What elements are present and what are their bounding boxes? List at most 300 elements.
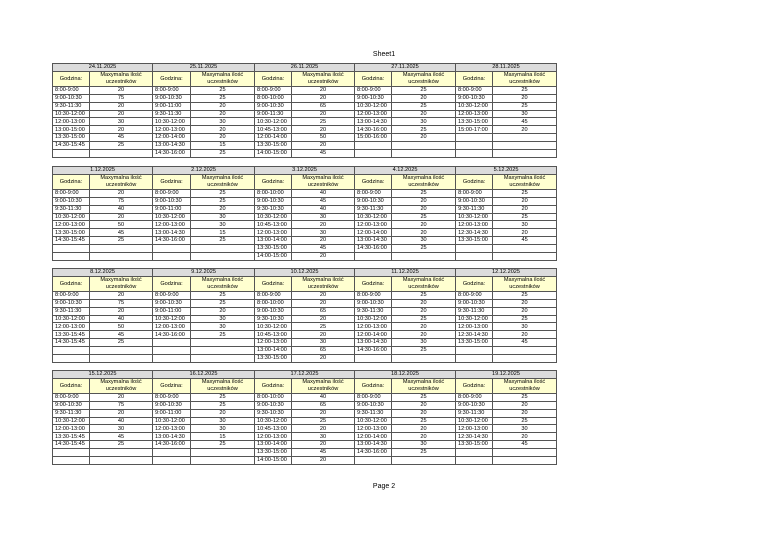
time-cell: 10:30-12:00: [355, 315, 392, 323]
capacity-cell: 20: [292, 142, 355, 150]
time-column-header: Godzina:: [355, 174, 392, 189]
capacity-cell: 30: [392, 237, 456, 245]
time-cell: 12:30-14:30: [456, 229, 493, 237]
capacity-cell: 20: [292, 126, 355, 134]
table-row: [53, 229, 557, 237]
capacity-column-header: Maxymalna ilość uczestników: [191, 71, 255, 86]
capacity-cell: 30: [493, 221, 557, 229]
capacity-cell: 20: [292, 315, 355, 323]
table-row: [53, 221, 557, 229]
time-cell: 13:00-14:30: [153, 229, 191, 237]
time-cell: 9:00-10:30: [153, 197, 191, 205]
time-cell: 9:00-11:00: [153, 409, 191, 417]
capacity-cell: 25: [292, 323, 355, 331]
time-cell: 9:00-10:30: [53, 299, 90, 307]
capacity-cell: 20: [493, 94, 557, 102]
time-cell: 9:00-10:30: [153, 299, 191, 307]
capacity-cell: 40: [90, 205, 153, 213]
table-row: [53, 142, 557, 150]
time-cell: 8:00-9:00: [255, 86, 292, 94]
time-cell: [153, 457, 191, 465]
capacity-column-header: Maxymalna ilość uczestników: [392, 378, 456, 393]
time-cell: 13:00-14:30: [153, 433, 191, 441]
capacity-cell: 30: [191, 417, 255, 425]
time-cell: [355, 150, 392, 158]
header-row: [53, 378, 557, 393]
time-cell: 8:00-9:00: [53, 291, 90, 299]
capacity-cell: 25: [392, 393, 456, 401]
capacity-cell: 20: [392, 425, 456, 433]
capacity-cell: 30: [191, 315, 255, 323]
capacity-cell: 30: [191, 118, 255, 126]
date-row: [53, 167, 557, 175]
table-row: [53, 331, 557, 339]
time-cell: [153, 355, 191, 363]
time-cell: 8:00-9:00: [456, 393, 493, 401]
capacity-cell: 25: [191, 237, 255, 245]
date-cell: 4.12.2025: [355, 167, 456, 175]
time-cell: 14:30-15:45: [53, 237, 90, 245]
time-cell: [53, 150, 90, 158]
time-cell: 9:00-10:30: [53, 94, 90, 102]
capacity-cell: 50: [90, 221, 153, 229]
time-cell: 10:30-12:00: [456, 102, 493, 110]
time-cell: 10:30-12:00: [255, 323, 292, 331]
capacity-cell: 20: [292, 253, 355, 261]
capacity-cell: 20: [90, 291, 153, 299]
time-cell: 9:00-10:30: [456, 299, 493, 307]
capacity-cell: 25: [392, 291, 456, 299]
time-cell: 9:00-11:30: [255, 110, 292, 118]
date-cell: 18.12.2025: [355, 371, 456, 379]
time-cell: 9:00-10:30: [355, 299, 392, 307]
time-cell: 10:30-12:00: [255, 417, 292, 425]
capacity-cell: 20: [90, 110, 153, 118]
capacity-cell: 20: [392, 401, 456, 409]
time-cell: 13:00-14:00: [255, 347, 292, 355]
time-cell: 9:00-10:30: [255, 197, 292, 205]
time-cell: [355, 253, 392, 261]
time-cell: [456, 253, 493, 261]
time-cell: 9:00-10:30: [53, 401, 90, 409]
time-column-header: Godzina:: [53, 174, 90, 189]
time-cell: [53, 449, 90, 457]
time-cell: [456, 142, 493, 150]
capacity-cell: 40: [292, 393, 355, 401]
capacity-cell: 40: [292, 189, 355, 197]
time-cell: 15:00-16:00: [355, 134, 392, 142]
capacity-cell: 20: [392, 323, 456, 331]
capacity-cell: 65: [292, 401, 355, 409]
time-cell: 9:00-11:00: [153, 102, 191, 110]
capacity-cell: 20: [90, 102, 153, 110]
time-cell: 9:00-10:30: [355, 401, 392, 409]
capacity-cell: 20: [292, 441, 355, 449]
time-column-header: Godzina:: [456, 276, 493, 291]
time-column-header: Godzina:: [456, 378, 493, 393]
table-row: [53, 134, 557, 142]
capacity-cell: 20: [392, 94, 456, 102]
sheet-title: Sheet1: [372, 51, 396, 58]
table-row: [53, 409, 557, 417]
capacity-cell: 25: [90, 237, 153, 245]
capacity-cell: 25: [493, 393, 557, 401]
time-cell: 14:30-16:00: [153, 441, 191, 449]
capacity-cell: 30: [392, 441, 456, 449]
time-cell: 8:00-9:00: [53, 86, 90, 94]
time-cell: 13:00-14:30: [153, 142, 191, 150]
capacity-cell: 25: [191, 291, 255, 299]
capacity-cell: 25: [493, 102, 557, 110]
time-cell: 8:00-9:00: [355, 86, 392, 94]
time-cell: 8:00-10:00: [255, 94, 292, 102]
time-cell: 9:30-11:30: [355, 307, 392, 315]
capacity-cell: 30: [493, 110, 557, 118]
time-cell: 9:00-10:30: [53, 197, 90, 205]
capacity-cell: [90, 150, 153, 158]
capacity-cell: 30: [292, 229, 355, 237]
capacity-cell: 65: [292, 307, 355, 315]
capacity-cell: 20: [392, 409, 456, 417]
time-cell: [53, 347, 90, 355]
capacity-cell: 25: [191, 86, 255, 94]
capacity-cell: 20: [292, 457, 355, 465]
time-cell: 12:30-14:30: [456, 433, 493, 441]
time-cell: 13:30-15:00: [53, 229, 90, 237]
capacity-cell: 25: [191, 299, 255, 307]
time-column-header: Godzina:: [355, 71, 392, 86]
time-cell: 12:00-14:00: [255, 134, 292, 142]
capacity-cell: [90, 245, 153, 253]
time-cell: 10:30-12:00: [153, 315, 191, 323]
time-cell: [153, 253, 191, 261]
capacity-cell: 30: [392, 118, 456, 126]
table-row: [53, 94, 557, 102]
time-cell: 10:30-12:00: [153, 118, 191, 126]
table-row: [53, 417, 557, 425]
time-cell: 14:30-16:00: [355, 126, 392, 134]
time-cell: [456, 347, 493, 355]
date-cell: 28.11.2025: [456, 64, 557, 72]
time-cell: [456, 134, 493, 142]
capacity-cell: 65: [292, 102, 355, 110]
time-cell: 12:00-13:00: [355, 221, 392, 229]
time-cell: 10:30-12:00: [53, 417, 90, 425]
capacity-cell: 20: [392, 205, 456, 213]
time-cell: 9:30-10:30: [255, 315, 292, 323]
time-cell: 13:30-15:00: [255, 355, 292, 363]
date-row: [53, 64, 557, 72]
time-cell: 9:30-11:30: [355, 205, 392, 213]
table-row: [53, 126, 557, 134]
time-cell: 12:00-14:00: [355, 331, 392, 339]
capacity-cell: [90, 253, 153, 261]
time-cell: 10:30-12:00: [355, 102, 392, 110]
time-cell: 9:00-11:00: [153, 205, 191, 213]
capacity-cell: 20: [90, 409, 153, 417]
capacity-cell: 30: [392, 339, 456, 347]
capacity-cell: 25: [392, 347, 456, 355]
capacity-cell: 25: [392, 213, 456, 221]
time-cell: 8:00-9:00: [53, 189, 90, 197]
time-column-header: Godzina:: [255, 276, 292, 291]
time-cell: 12:00-13:00: [153, 126, 191, 134]
capacity-column-header: Maxymalna ilość uczestników: [292, 276, 355, 291]
capacity-cell: 45: [90, 331, 153, 339]
table-row: [53, 401, 557, 409]
date-cell: 12.12.2025: [456, 269, 557, 277]
time-column-header: Godzina:: [456, 174, 493, 189]
time-cell: 13:00-15:00: [53, 126, 90, 134]
capacity-column-header: Maxymalna ilość uczestników: [392, 71, 456, 86]
capacity-cell: 20: [292, 221, 355, 229]
time-cell: 12:30-14:30: [456, 331, 493, 339]
capacity-cell: 25: [191, 441, 255, 449]
time-cell: 12:00-13:00: [456, 425, 493, 433]
capacity-cell: [191, 449, 255, 457]
capacity-cell: 45: [90, 433, 153, 441]
header-row: [53, 174, 557, 189]
capacity-cell: [191, 347, 255, 355]
time-cell: 9:30-11:30: [53, 409, 90, 417]
time-cell: 8:00-9:00: [255, 291, 292, 299]
capacity-cell: 20: [493, 401, 557, 409]
time-column-header: Godzina:: [53, 276, 90, 291]
capacity-cell: 20: [493, 307, 557, 315]
time-cell: 12:00-13:00: [456, 221, 493, 229]
time-cell: 14:30-16:00: [153, 331, 191, 339]
time-column-header: Godzina:: [355, 378, 392, 393]
capacity-column-header: Maxymalna ilość uczestników: [90, 276, 153, 291]
capacity-cell: 20: [392, 299, 456, 307]
table-row: [53, 347, 557, 355]
capacity-cell: [493, 150, 557, 158]
capacity-cell: 40: [292, 205, 355, 213]
capacity-cell: [191, 253, 255, 261]
time-cell: 10:30-12:00: [53, 315, 90, 323]
capacity-cell: 25: [493, 189, 557, 197]
capacity-cell: 40: [90, 417, 153, 425]
time-cell: [153, 245, 191, 253]
date-cell: 19.12.2025: [456, 371, 557, 379]
capacity-cell: [493, 347, 557, 355]
capacity-cell: 30: [90, 118, 153, 126]
time-cell: 13:30-15:00: [255, 449, 292, 457]
capacity-cell: 20: [191, 126, 255, 134]
time-cell: 14:30-16:00: [153, 150, 191, 158]
time-cell: 14:30-15:45: [53, 142, 90, 150]
capacity-cell: 20: [90, 307, 153, 315]
table-row: [53, 449, 557, 457]
date-cell: 17.12.2025: [255, 371, 355, 379]
capacity-column-header: Maxymalna ilość uczestników: [392, 276, 456, 291]
time-cell: [355, 457, 392, 465]
time-cell: 8:00-9:00: [456, 189, 493, 197]
time-cell: 13:30-15:00: [456, 339, 493, 347]
table-row: [53, 339, 557, 347]
time-cell: 8:00-10:00: [255, 189, 292, 197]
header-row: [53, 71, 557, 86]
capacity-cell: 20: [90, 189, 153, 197]
capacity-cell: 30: [191, 221, 255, 229]
date-cell: 27.11.2025: [355, 64, 456, 72]
capacity-cell: [493, 245, 557, 253]
date-cell: 1.12.2025: [53, 167, 153, 175]
capacity-cell: [191, 245, 255, 253]
capacity-cell: 45: [493, 237, 557, 245]
date-row: [53, 269, 557, 277]
time-cell: 12:00-13:00: [355, 323, 392, 331]
time-cell: 9:00-10:30: [255, 307, 292, 315]
table-row: [53, 433, 557, 441]
capacity-cell: [392, 150, 456, 158]
capacity-cell: 45: [493, 441, 557, 449]
time-cell: 10:45-13:00: [255, 221, 292, 229]
time-cell: 10:30-12:00: [456, 213, 493, 221]
capacity-cell: 20: [392, 110, 456, 118]
time-cell: [355, 355, 392, 363]
capacity-cell: 25: [392, 315, 456, 323]
table-row: [53, 393, 557, 401]
time-cell: 10:30-12:00: [255, 118, 292, 126]
time-cell: [153, 449, 191, 457]
capacity-cell: 45: [292, 449, 355, 457]
time-cell: 10:30-12:00: [153, 213, 191, 221]
capacity-cell: 30: [493, 323, 557, 331]
capacity-cell: [392, 457, 456, 465]
time-cell: 12:00-13:00: [153, 425, 191, 433]
time-cell: 9:30-10:30: [255, 205, 292, 213]
capacity-cell: 20: [392, 433, 456, 441]
time-cell: 10:30-12:00: [53, 213, 90, 221]
time-cell: 14:30-16:00: [355, 347, 392, 355]
time-cell: [456, 355, 493, 363]
capacity-cell: 25: [392, 126, 456, 134]
capacity-cell: 20: [90, 393, 153, 401]
date-cell: 5.12.2025: [456, 167, 557, 175]
time-cell: 12:00-13:00: [456, 323, 493, 331]
time-cell: 10:30-12:00: [355, 213, 392, 221]
page-number: Page 2: [372, 483, 396, 490]
time-cell: [53, 457, 90, 465]
capacity-cell: 30: [493, 425, 557, 433]
capacity-cell: 25: [90, 339, 153, 347]
capacity-cell: 20: [90, 86, 153, 94]
time-cell: 14:30-16:00: [355, 245, 392, 253]
time-cell: 10:45-13:00: [255, 126, 292, 134]
date-cell: 10.12.2025: [255, 269, 355, 277]
time-cell: 13:30-15:00: [456, 237, 493, 245]
capacity-cell: [90, 347, 153, 355]
capacity-cell: 20: [191, 307, 255, 315]
capacity-cell: 20: [292, 409, 355, 417]
time-cell: 14:30-15:45: [53, 441, 90, 449]
time-cell: 13:30-15:00: [53, 134, 90, 142]
time-cell: 9:30-11:30: [456, 205, 493, 213]
capacity-cell: 25: [392, 102, 456, 110]
time-cell: 9:00-10:30: [255, 102, 292, 110]
time-cell: 13:00-14:30: [355, 339, 392, 347]
time-cell: [153, 339, 191, 347]
capacity-column-header: Maxymalna ilość uczestników: [292, 378, 355, 393]
capacity-cell: 25: [493, 213, 557, 221]
date-cell: 11.12.2025: [355, 269, 456, 277]
capacity-cell: 20: [493, 433, 557, 441]
capacity-cell: 20: [493, 197, 557, 205]
capacity-cell: [493, 355, 557, 363]
time-cell: 9:30-11:30: [355, 409, 392, 417]
capacity-cell: 20: [191, 134, 255, 142]
capacity-cell: [392, 142, 456, 150]
table-row: [53, 197, 557, 205]
capacity-cell: 20: [90, 213, 153, 221]
capacity-cell: 45: [493, 339, 557, 347]
capacity-cell: 25: [191, 150, 255, 158]
capacity-cell: 20: [493, 126, 557, 134]
capacity-cell: 25: [191, 189, 255, 197]
capacity-column-header: Maxymalna ilość uczestników: [493, 276, 557, 291]
capacity-column-header: Maxymalna ilość uczestników: [191, 378, 255, 393]
time-cell: 8:00-9:00: [355, 189, 392, 197]
time-cell: [456, 449, 493, 457]
time-cell: 9:30-11:30: [53, 307, 90, 315]
time-cell: 13:30-15:00: [255, 142, 292, 150]
time-cell: 8:00-9:00: [153, 393, 191, 401]
time-cell: 14:30-15:45: [53, 339, 90, 347]
capacity-cell: 20: [392, 307, 456, 315]
time-cell: 9:00-10:30: [456, 94, 493, 102]
capacity-cell: [392, 253, 456, 261]
capacity-cell: 25: [493, 315, 557, 323]
capacity-cell: 25: [392, 86, 456, 94]
capacity-cell: 20: [292, 110, 355, 118]
capacity-cell: 45: [292, 197, 355, 205]
time-cell: [53, 355, 90, 363]
time-cell: 8:00-9:00: [153, 86, 191, 94]
time-cell: 8:00-9:00: [153, 291, 191, 299]
time-cell: 10:30-12:00: [255, 213, 292, 221]
time-cell: [153, 347, 191, 355]
capacity-cell: [392, 355, 456, 363]
date-cell: 8.12.2025: [53, 269, 153, 277]
table-row: [53, 86, 557, 94]
time-cell: [53, 253, 90, 261]
table-row: [53, 118, 557, 126]
date-cell: 16.12.2025: [153, 371, 255, 379]
time-column-header: Godzina:: [255, 378, 292, 393]
table-row: [53, 189, 557, 197]
capacity-cell: 45: [493, 118, 557, 126]
time-cell: 14:30-16:00: [355, 449, 392, 457]
capacity-cell: 20: [493, 409, 557, 417]
table-row: [53, 245, 557, 253]
capacity-cell: 65: [292, 347, 355, 355]
table-row: [53, 291, 557, 299]
capacity-cell: 20: [493, 331, 557, 339]
time-cell: 12:00-13:00: [53, 118, 90, 126]
capacity-column-header: Maxymalna ilość uczestników: [90, 71, 153, 86]
time-cell: 8:00-9:00: [153, 189, 191, 197]
time-cell: 13:30-15:00: [456, 441, 493, 449]
capacity-cell: 20: [392, 197, 456, 205]
time-cell: 10:30-12:00: [153, 417, 191, 425]
time-column-header: Godzina:: [53, 378, 90, 393]
capacity-cell: 25: [493, 291, 557, 299]
capacity-cell: 25: [493, 86, 557, 94]
capacity-cell: 30: [191, 323, 255, 331]
capacity-cell: [493, 134, 557, 142]
time-cell: 12:00-13:00: [53, 323, 90, 331]
